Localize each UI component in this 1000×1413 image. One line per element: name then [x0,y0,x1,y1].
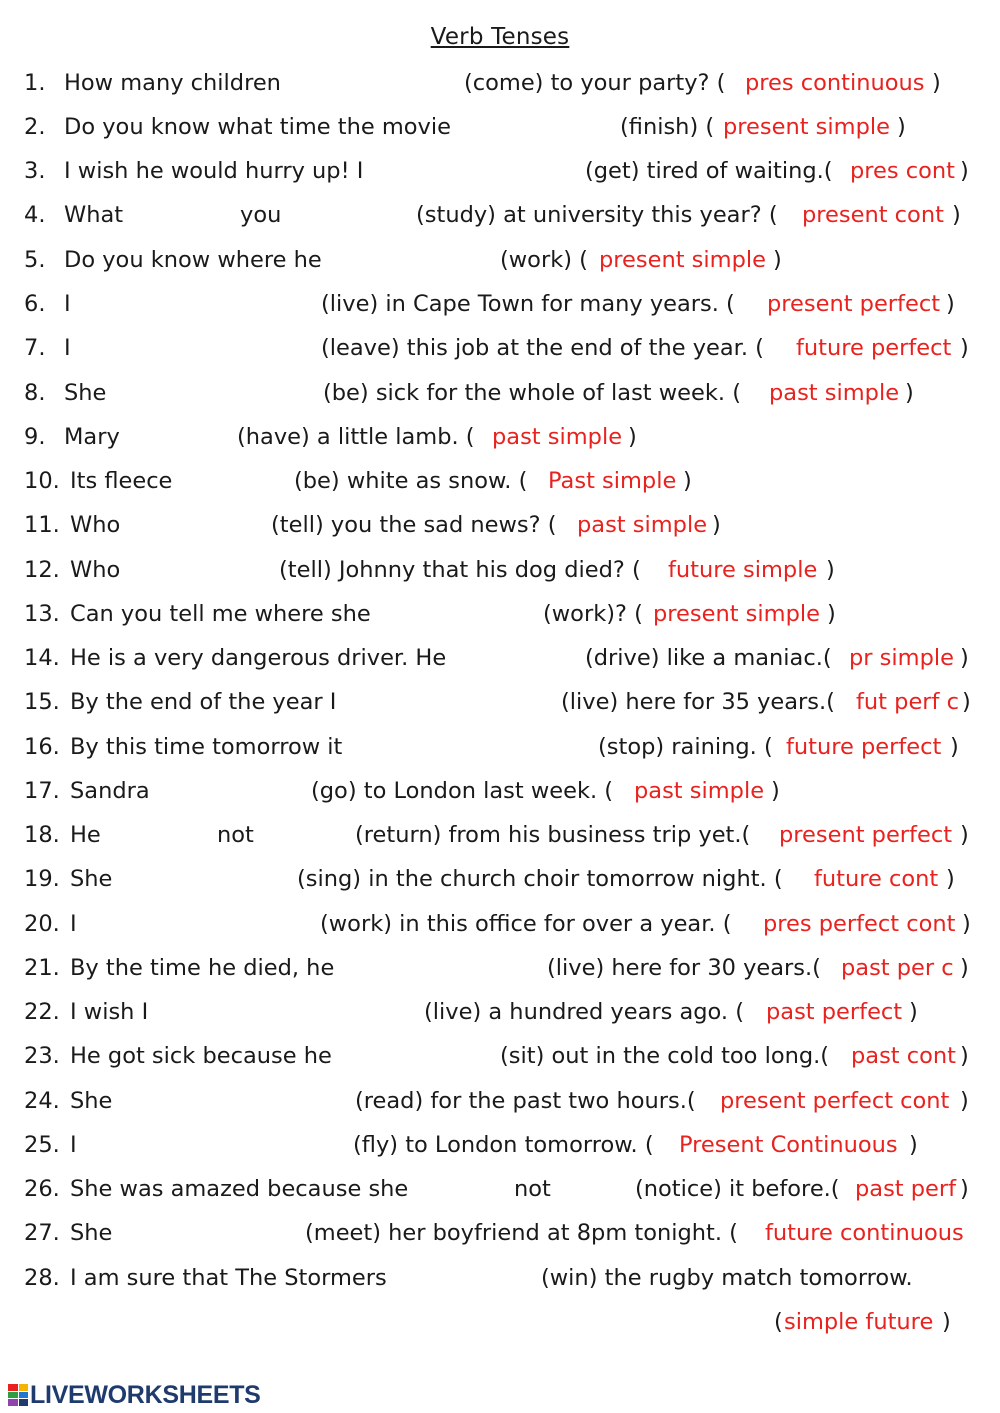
sentence-start: I am sure that The Stormers [70,1265,387,1291]
sentence-end: (live) a hundred years ago. ( [424,999,744,1025]
tense-hint: present perfect [767,291,941,317]
sentence-end: (fly) to London tomorrow. ( [353,1132,654,1158]
answer-input-15[interactable] [364,690,558,716]
sentence-end: (finish) ( [620,114,715,140]
tense-hint: pr simple [849,645,954,671]
hint-close: ) [909,999,918,1025]
answer-input-10[interactable] [188,469,292,495]
tense-hint: present simple [653,601,820,627]
liveworksheets-grid-icon [8,1384,28,1406]
answer-input-25[interactable] [94,1133,348,1159]
answer-input-2[interactable] [476,115,620,141]
line-number: 13. [24,601,60,627]
tense-hint: fut perf c [856,689,959,715]
hint-close: ) [960,955,969,981]
line-number: 27. [24,1220,60,1246]
answer-input-21[interactable] [358,956,542,982]
line-number: 8. [24,380,46,406]
sentence-start: Do you know where he [64,247,322,273]
answer-input-14[interactable] [476,646,580,672]
page-title: Verb Tenses [430,24,570,50]
answer-input-8[interactable] [124,381,318,407]
line-number: 2. [24,114,46,140]
hint-close: ) [946,866,955,892]
hint-close: ) [946,291,955,317]
hint-close: ) [628,424,637,450]
answer-input-20[interactable] [90,912,319,938]
line-number: 9. [24,424,46,450]
sentence-end: (meet) her boyfriend at 8pm tonight. ( [305,1220,738,1246]
sentence-end: (sit) out in the cold too long.( [500,1043,830,1069]
sentence-end: (live) here for 30 years.( [547,955,821,981]
tense-hint: present perfect cont [720,1088,950,1114]
hint-close: ) [950,734,959,760]
answer-input-17[interactable] [164,779,308,805]
hint-close: ) [897,114,906,140]
answer-input-22[interactable] [170,1000,422,1026]
sentence-middle: you [240,202,282,228]
hint-close: ) [962,911,971,937]
tense-hint: present perfect [779,822,953,848]
sentence-start: I [70,1132,77,1158]
line-number: 7. [24,335,46,361]
line-number: 25. [24,1132,60,1158]
answer-input-9[interactable] [132,425,232,451]
sentence-end: (read) for the past two hours.( [355,1088,696,1114]
answer-input-27[interactable] [124,1221,303,1247]
sentence-start: By this time tomorrow it [70,734,343,760]
sentence-end: (work) ( [500,247,588,273]
sentence-end: (get) tired of waiting.( [585,158,833,184]
line-number: 24. [24,1088,60,1114]
tense-hint: pres cont [850,158,955,184]
tense-hint: future perfect [786,734,942,760]
line-number: 20. [24,911,60,937]
line-number: 17. [24,778,60,804]
line-number: 26. [24,1176,60,1202]
answer-input-6[interactable] [84,292,318,318]
sentence-end: (stop) raining. ( [598,734,773,760]
sentence-start: By the time he died, he [70,955,335,981]
sentence-end: (be) white as snow. ( [294,468,528,494]
sentence-end: (return) from his business trip yet.( [355,822,751,848]
tense-hint: past per c [841,955,954,981]
tense-hint: future simple [668,557,818,583]
answer-input-24[interactable] [124,1089,353,1115]
sentence-start: Can you tell me where she [70,601,371,627]
sentence-end: (notice) it before.( [635,1176,840,1202]
hint-close: ) [952,202,961,228]
sentence-start: What [64,202,124,228]
line-number: 3. [24,158,46,184]
sentence-start: I [70,911,77,937]
hint-close: ) [942,1309,951,1335]
line-number: 28. [24,1265,60,1291]
line-number: 16. [24,734,60,760]
tense-hint: future continuous [765,1220,964,1246]
line-number: 15. [24,689,60,715]
hint-close: ) [909,1132,918,1158]
sentence-start: Sandra [70,778,150,804]
sentence-start: She [64,380,107,406]
sentence-start: She [70,866,113,892]
brand-name: LIVEWORKSHEETS [30,1380,261,1409]
hint-close: ) [827,601,836,627]
tense-hint: present simple [599,247,766,273]
sentence-start: I wish he would hurry up! I [64,158,364,184]
line-number: 14. [24,645,60,671]
line-number: 22. [24,999,60,1025]
sentence-start: By the end of the year I [70,689,337,715]
sentence-end: (tell) you the sad news? ( [271,512,557,538]
hint-close: ) [905,380,914,406]
tense-hint: past perfect [766,999,903,1025]
sentence-start: He got sick because he [70,1043,332,1069]
sentence-start: Who [70,512,121,538]
sentence-start: He [70,822,101,848]
hint-close: ) [960,1088,969,1114]
tense-hint: future perfect [796,335,952,361]
hint-close: ) [960,645,969,671]
answer-input-1[interactable] [296,71,460,97]
sentence-start: How many children [64,70,281,96]
sentence-end: (study) at university this year? ( [416,202,778,228]
tense-hint: pres perfect cont [763,911,956,937]
sentence-start: Its fleece [70,468,173,494]
sentence-start: Who [70,557,121,583]
tense-hint: past simple [577,512,708,538]
hint-close: ) [960,1043,969,1069]
sentence-end: (have) a little lamb. ( [237,424,475,450]
sentence-start: She [70,1088,113,1114]
answer-input-28[interactable] [422,1266,538,1292]
answer-input-18b[interactable] [264,823,353,849]
tense-hint: past simple [769,380,900,406]
tense-hint: present cont [802,202,944,228]
tense-hint: past simple [492,424,623,450]
sentence-start: I [64,291,71,317]
line-number: 6. [24,291,46,317]
sentence-start: Mary [64,424,120,450]
sentence-end: (go) to London last week. ( [311,778,614,804]
sentence-end: (be) sick for the whole of last week. ( [323,380,741,406]
line-number: 18. [24,822,60,848]
sentence-end: (live) in Cape Town for many years. ( [321,291,735,317]
tense-hint: Present Continuous [679,1132,898,1158]
sentence-end: (sing) in the church choir tomorrow night. ( [297,866,783,892]
sentence-middle: not [217,822,254,848]
hint-close: ) [960,335,969,361]
hint-close: ) [773,247,782,273]
answer-input-12[interactable] [132,558,276,584]
sentence-end: (leave) this job at the end of the year. ( [321,335,764,361]
line-number: 11. [24,512,60,538]
answer-input-5[interactable] [344,248,498,274]
line-number: 1. [24,70,46,96]
hint-close: ) [712,512,721,538]
line-number: 10. [24,468,60,494]
line-number: 23. [24,1043,60,1069]
answer-input-3[interactable] [396,159,580,185]
sentence-end: (work) in this office for over a year. ( [320,911,732,937]
answer-input-7[interactable] [84,336,318,362]
sentence-end: (tell) Johnny that his dog died? ( [279,557,641,583]
sentence-start: She [70,1220,113,1246]
line-number: 21. [24,955,60,981]
hint-close: ) [683,468,692,494]
tense-hint: future cont [814,866,939,892]
hint-close: ) [960,158,969,184]
hint-close: ) [960,1176,969,1202]
sentence-end: (drive) like a maniac.( [585,645,832,671]
line-number: 19. [24,866,60,892]
answer-input-18a[interactable] [110,823,214,849]
answer-input-13[interactable] [394,602,538,628]
sentence-end: (work)? ( [543,601,643,627]
hint-open: ( [774,1309,783,1335]
tense-hint: past simple [634,778,765,804]
sentence-start: He is a very dangerous driver. He [70,645,447,671]
line-number: 12. [24,557,60,583]
answer-input-4b[interactable] [292,203,414,229]
tense-hint: past perf [855,1176,957,1202]
answer-input-26a[interactable] [432,1177,516,1203]
answer-input-4a[interactable] [136,203,230,229]
sentence-start: She was amazed because she [70,1176,409,1202]
tense-hint: past cont [851,1043,956,1069]
hint-close: ) [960,822,969,848]
sentence-middle: not [514,1176,551,1202]
answer-input-11[interactable] [132,513,266,539]
hint-close: ) [932,70,941,96]
line-number: 5. [24,247,46,273]
answer-input-16[interactable] [369,735,593,761]
line-number: 4. [24,202,46,228]
tense-hint: simple future [784,1309,934,1335]
sentence-end: (come) to your party? ( [464,70,726,96]
hint-close: ) [771,778,780,804]
hint-close: ) [962,689,971,715]
answer-input-26b[interactable] [560,1177,636,1203]
sentence-end: (live) here for 35 years.( [561,689,835,715]
answer-input-19[interactable] [124,867,293,893]
liveworksheets-logo[interactable] [8,1381,261,1409]
sentence-start: I wish I [70,999,149,1025]
tense-hint: present simple [723,114,890,140]
tense-hint: pres continuous [745,70,925,96]
answer-input-23[interactable] [354,1044,496,1070]
hint-close: ) [826,557,835,583]
sentence-start: Do you know what time the movie [64,114,451,140]
sentence-end: (win) the rugby match tomorrow. [541,1265,913,1291]
tense-hint: Past simple [548,468,677,494]
sentence-start: I [64,335,71,361]
